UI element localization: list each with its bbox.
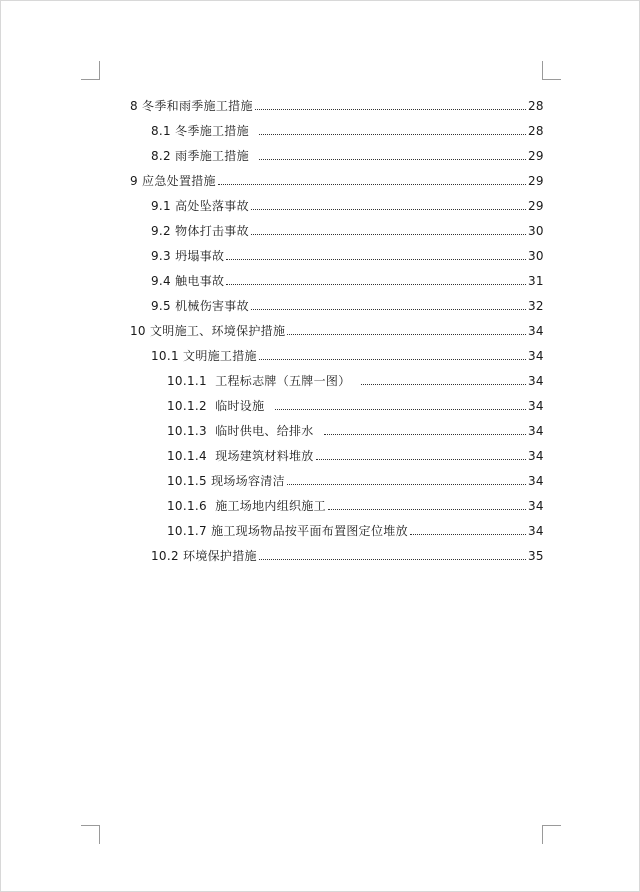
toc-entry[interactable]	[1, 516, 640, 538]
toc-entry-label: 10.1.7 施工现场物品按平面布置图定位堆放	[167, 524, 408, 538]
toc-leader-dots	[410, 534, 526, 535]
toc-page-number: 29	[528, 149, 544, 163]
toc-leader-dots	[287, 484, 526, 485]
toc-entry[interactable]	[1, 191, 640, 213]
toc-entry-label: 10.1.1 工程标志牌（五牌一图）	[167, 374, 359, 388]
toc-entry-label: 10.1.2 临时设施	[167, 399, 273, 413]
toc-leader-dots	[259, 359, 526, 360]
toc-entry-label: 10 文明施工、环境保护措施	[130, 324, 286, 338]
toc-page-number: 34	[528, 499, 544, 513]
toc-entry[interactable]	[1, 291, 640, 313]
toc-entry[interactable]	[1, 341, 640, 363]
toc-page-number: 34	[528, 424, 544, 438]
toc-leader-dots	[361, 384, 526, 385]
toc-leader-dots	[324, 434, 526, 435]
toc-entry[interactable]	[1, 91, 640, 113]
toc-page-number: 34	[528, 524, 544, 538]
toc-leader-dots	[255, 109, 526, 110]
toc-entry-label: 9.3 坍塌事故	[151, 249, 225, 263]
toc-entry[interactable]	[1, 316, 640, 338]
toc-leader-dots	[328, 509, 526, 510]
toc-leader-dots	[251, 234, 526, 235]
toc-entry-label: 8.1 冬季施工措施	[151, 124, 258, 138]
toc-page-number: 34	[528, 474, 544, 488]
toc-entry[interactable]	[1, 391, 640, 413]
toc-leader-dots	[259, 159, 526, 160]
toc-page-number: 29	[528, 199, 544, 213]
toc-leader-dots	[251, 209, 526, 210]
toc-entry[interactable]	[1, 241, 640, 263]
toc-page-number: 28	[528, 124, 544, 138]
toc-page-number: 34	[528, 449, 544, 463]
toc-leader-dots	[316, 459, 526, 460]
toc-entry[interactable]	[1, 541, 640, 563]
toc-entry-label: 9.5 机械伤害事故	[151, 299, 249, 313]
toc-entry-label: 9.4 触电事故	[151, 274, 225, 288]
toc-leader-dots	[287, 334, 526, 335]
toc-page-number: 35	[528, 549, 544, 563]
toc-entry-label: 10.1 文明施工措施	[151, 349, 257, 363]
toc-leader-dots	[251, 309, 526, 310]
toc-entry-label: 8.2 雨季施工措施	[151, 149, 258, 163]
toc-entry-label: 10.2 环境保护措施	[151, 549, 257, 563]
toc-entry-label: 8 冬季和雨季施工措施	[130, 99, 253, 113]
crop-mark-top-left	[81, 61, 100, 80]
crop-mark-bottom-right	[542, 825, 561, 844]
toc-entry-label: 9.2 物体打击事故	[151, 224, 249, 238]
crop-mark-bottom-left	[81, 825, 100, 844]
toc-entry-label: 10.1.3 临时供电、给排水	[167, 424, 322, 438]
toc-entry-label: 10.1.4 现场建筑材料堆放	[167, 449, 314, 463]
toc-entry[interactable]	[1, 116, 640, 138]
toc-page-number: 31	[528, 274, 544, 288]
toc-entry[interactable]	[1, 266, 640, 288]
toc-leader-dots	[226, 284, 526, 285]
toc-entry-label: 10.1.6 施工场地内组织施工	[167, 499, 326, 513]
toc-entry[interactable]	[1, 166, 640, 188]
crop-mark-top-right	[542, 61, 561, 80]
toc-entry-label: 9 应急处置措施	[130, 174, 216, 188]
toc-entry-label: 10.1.5 现场场容清洁	[167, 474, 285, 488]
toc-entry[interactable]	[1, 216, 640, 238]
toc-page-number: 34	[528, 374, 544, 388]
toc-leader-dots	[259, 134, 526, 135]
toc-entry[interactable]	[1, 466, 640, 488]
toc-page-number: 28	[528, 99, 544, 113]
toc-leader-dots	[226, 259, 526, 260]
toc-page-number: 30	[528, 224, 544, 238]
toc-page-number: 29	[528, 174, 544, 188]
toc-leader-dots	[218, 184, 526, 185]
toc-entry[interactable]	[1, 366, 640, 388]
toc-entry[interactable]	[1, 416, 640, 438]
toc-page-number: 30	[528, 249, 544, 263]
toc-page-number: 34	[528, 399, 544, 413]
toc-page-number: 32	[528, 299, 544, 313]
toc-entry[interactable]	[1, 491, 640, 513]
toc-entry[interactable]	[1, 141, 640, 163]
toc-leader-dots	[259, 559, 526, 560]
toc-entry[interactable]	[1, 441, 640, 463]
toc-page-number: 34	[528, 324, 544, 338]
toc-entry-label: 9.1 高处坠落事故	[151, 199, 249, 213]
toc-leader-dots	[275, 409, 526, 410]
toc-page-number: 34	[528, 349, 544, 363]
